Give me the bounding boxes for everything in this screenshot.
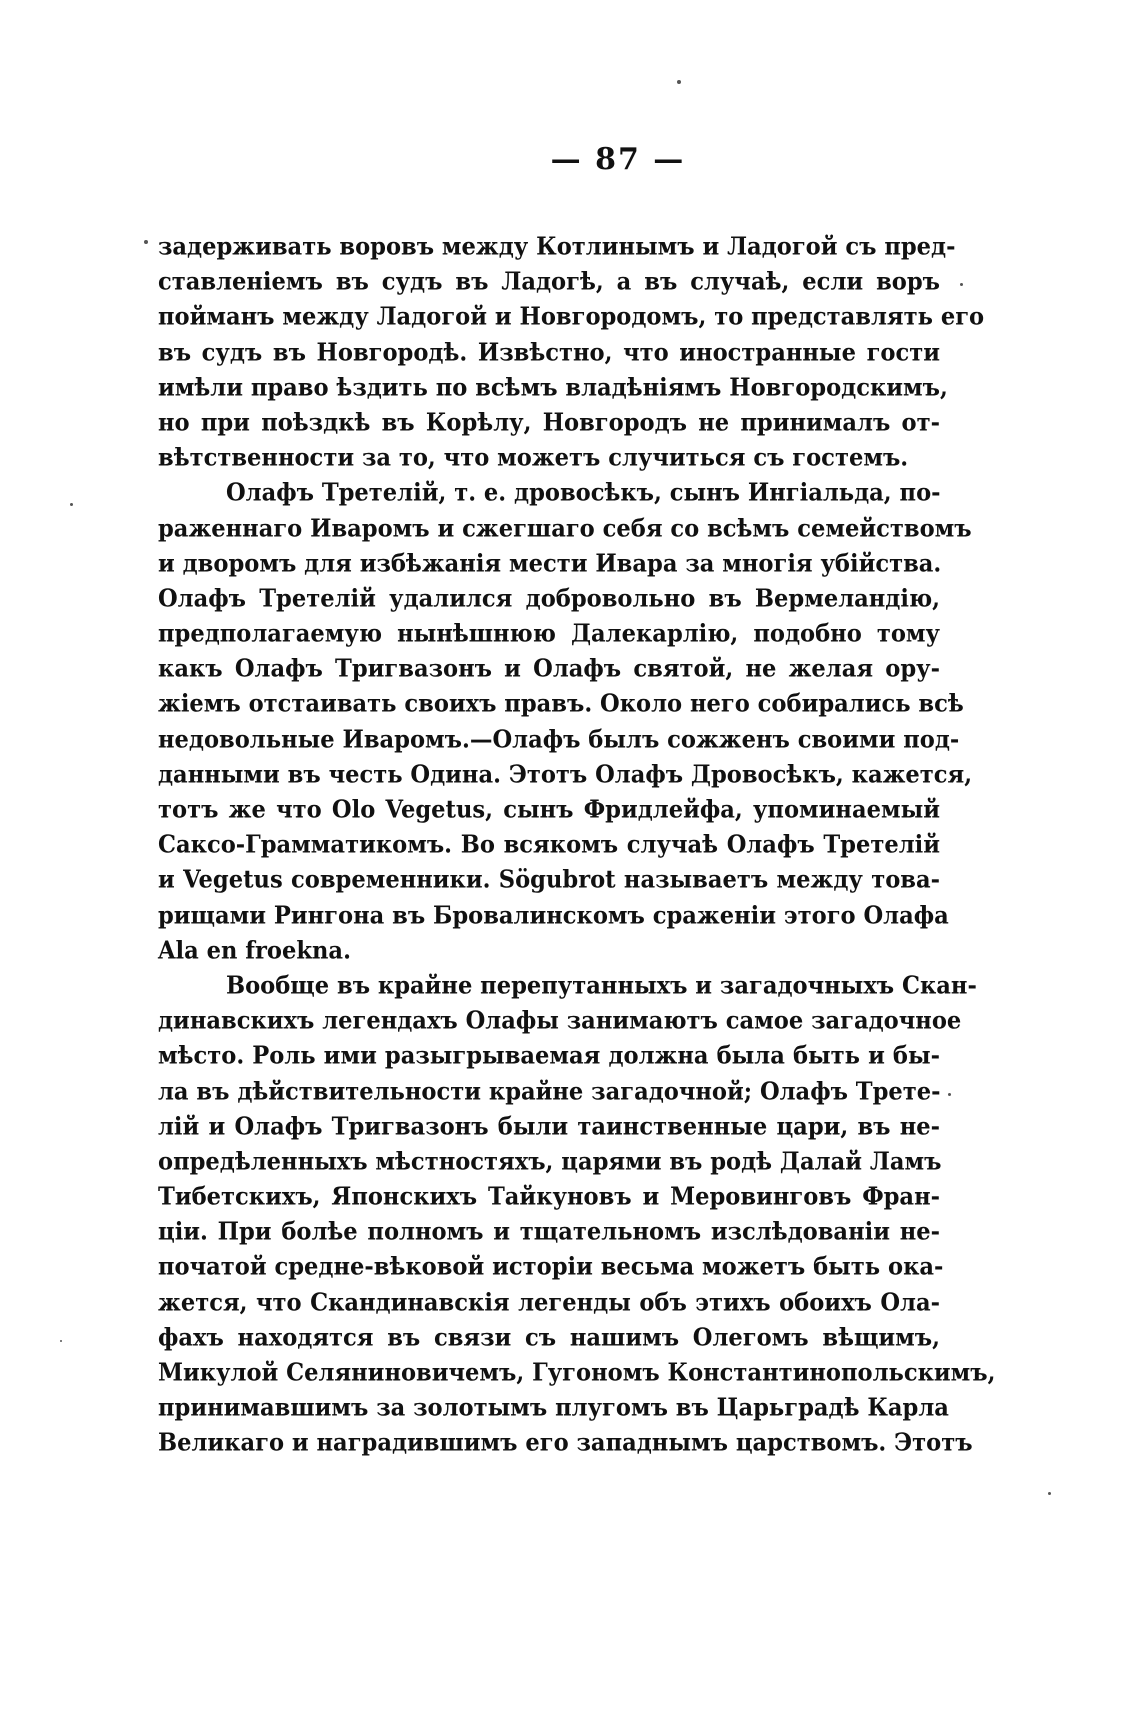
scan-speck bbox=[677, 80, 681, 84]
text-line: Саксо-Грамматикомъ. Во всякомъ случаѣ Олафъ Третелій bbox=[158, 831, 940, 860]
paragraph bbox=[158, 230, 985, 476]
text-line: предполагаемую нынѣшнюю Далекарлію, подобно тому bbox=[158, 619, 940, 649]
text-line: Микулой Селяниновичемъ, Гугономъ Константинопольскимъ, bbox=[158, 1358, 996, 1387]
text-line: и дворомъ для избѣжанія мести Ивара за многія убійства. bbox=[158, 549, 942, 578]
text-line: Тибетскихъ, Японскихъ Тайкуновъ и Меровинговъ Фран- bbox=[158, 1182, 940, 1212]
text-line: какъ Олафъ Тригвазонъ и Олафъ святой, не желая ору- bbox=[158, 655, 940, 684]
page-text bbox=[158, 230, 996, 1462]
text-line: Великаго и наградившимъ его западнымъ царствомъ. Этотъ bbox=[158, 1429, 973, 1458]
text-line: опредѣленныхъ мѣстностяхъ, царями въ родѣ Далай Ламъ bbox=[158, 1147, 942, 1176]
text-line: имѣли право ѣздить по всѣмъ владѣніямъ Новгородскимъ, bbox=[158, 373, 948, 402]
text-line: ла въ дѣйствительности крайне загадочной; Олафъ Трете- bbox=[158, 1077, 941, 1106]
text-line: мѣсто. Роль ими разыгрываемая должна была быть и бы- bbox=[158, 1042, 940, 1071]
text-line: рищами Рингона въ Бровалинскомъ сраженіи этого Олафа bbox=[158, 901, 949, 930]
scan-speck bbox=[144, 240, 148, 244]
text-line: принимавшимъ за золотымъ плугомъ въ Царьградѣ Карла bbox=[158, 1394, 949, 1423]
paragraph bbox=[158, 476, 973, 969]
text-line: но при поѣздкѣ въ Корѣлу, Новгородъ не принималъ от- bbox=[158, 408, 940, 437]
paragraph bbox=[158, 969, 996, 1462]
text-line: ціи. При болѣе полномъ и тщательномъ изслѣдованіи не- bbox=[158, 1218, 940, 1247]
scan-speck bbox=[960, 283, 963, 286]
text-line: данными въ честь Одина. Этотъ Олафъ Дровосѣкъ, кажется, bbox=[158, 760, 973, 789]
text-line: жется, что Скандинавскія легенды объ этихъ обоихъ Ола- bbox=[158, 1288, 940, 1317]
text-line: пойманъ между Ладогой и Новгородомъ, то представлять его bbox=[158, 303, 985, 332]
text-line: Олафъ Третелій удалился добровольно въ Вермеландію, bbox=[158, 584, 940, 613]
text-line: недовольные Иваромъ.—Олафъ былъ сожженъ своими под- bbox=[158, 725, 960, 754]
text-line: Ala en froekna. bbox=[158, 936, 351, 965]
scan-speck bbox=[1048, 1492, 1051, 1495]
scan-speck bbox=[70, 503, 73, 506]
text-line: Олафъ Третелій, т. е. дровосѣкъ, сынъ Ингіальда, по- bbox=[226, 479, 941, 508]
text-line: жіемъ отстаивать своихъ правъ. Около него собирались всѣ bbox=[158, 690, 964, 719]
text-line: Вообще въ крайне перепутанныхъ и загадочныхъ Скан- bbox=[226, 971, 977, 1000]
text-line: фахъ находятся въ связи съ нашимъ Олегомъ вѣщимъ, bbox=[158, 1323, 940, 1352]
text-line: и Vegetus современники. Sögubrot называетъ между това- bbox=[158, 866, 940, 895]
text-line: въ судъ въ Новгородѣ. Извѣстно, что иностранные гости bbox=[158, 338, 940, 367]
text-line: тотъ же что Olo Vegetus, сынъ Фридлейфа, упоминаемый bbox=[158, 795, 940, 824]
text-line: раженнаго Иваромъ и сжегшаго себя со всѣмъ семействомъ bbox=[158, 514, 972, 543]
text-line: ставленіемъ въ судъ въ Ладогѣ, а въ случаѣ, если воръ bbox=[158, 268, 940, 297]
text-line: лій и Олафъ Тригвазонъ были таинственные цари, въ не- bbox=[158, 1112, 940, 1141]
scan-speck bbox=[60, 1340, 62, 1342]
scan-speck bbox=[948, 1093, 951, 1096]
text-line: початой средне-вѣковой исторіи весьма можетъ быть ока- bbox=[158, 1253, 944, 1282]
text-line: вѣтственности за то, что можетъ случиться съ гостемъ. bbox=[158, 444, 909, 473]
text-line: динавскихъ легендахъ Олафы занимаютъ самое загадочное bbox=[158, 1007, 962, 1036]
page-number: — 87 — bbox=[550, 142, 686, 177]
text-line: задерживать воровъ между Котлинымъ и Ладогой съ пред- bbox=[158, 232, 956, 261]
